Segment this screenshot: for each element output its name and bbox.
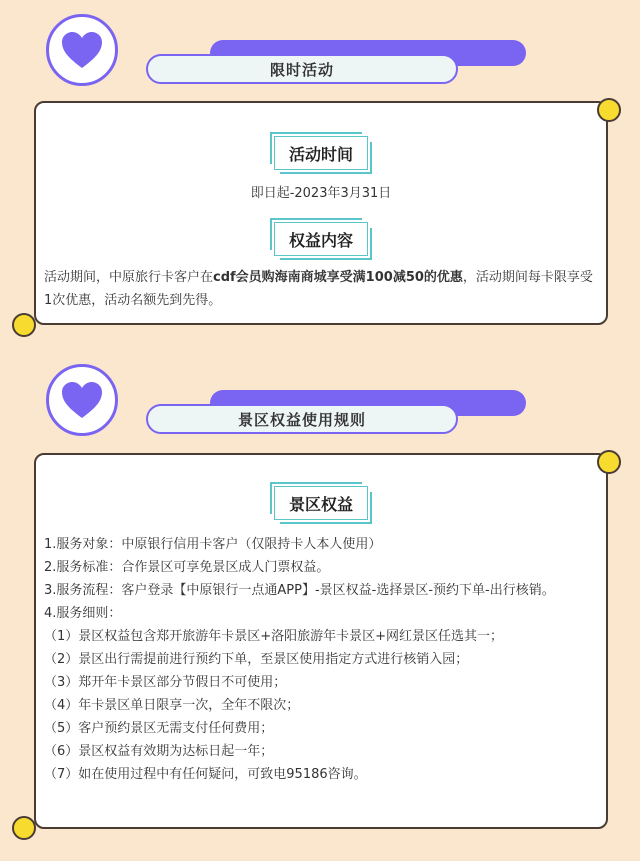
section1-title: 限时活动: [146, 54, 458, 84]
rule-line: （2）景区出行需提前进行预约下单，至景区使用指定方式进行核销入园；: [44, 652, 469, 667]
section2-dot-top-right: [597, 450, 621, 474]
section2-heart-badge: [46, 364, 118, 436]
rule-line: 2.服务标准：合作景区可享免景区成人门票权益。: [44, 560, 330, 575]
rule-line: （5）客户预约景区无需支付任何费用；: [44, 721, 274, 736]
section2-title: 景区权益使用规则: [146, 404, 458, 434]
benefit-content-text: [44, 266, 600, 312]
rule-line: （3）郑开年卡景区部分节假日不可使用；: [44, 675, 287, 690]
rule-line: （6）景区权益有效期为达标日起一年；: [44, 744, 274, 759]
benefit-content-label: 权益内容: [274, 222, 368, 256]
section2-dot-bottom-left: [12, 816, 36, 840]
rule-line: （4）年卡景区单日限享一次，全年不限次；: [44, 698, 300, 713]
section1-dot-top-right: [597, 98, 621, 122]
rule-line: 1.服务对象：中原银行信用卡客户（仅限持卡人本人使用）: [44, 537, 382, 552]
section1-dot-bottom-left: [12, 313, 36, 337]
benefit-text-bold: cdf会员购海南商城享受满100减50的优惠: [213, 270, 463, 285]
rule-line: （7）如在使用过程中有任何疑问，可致电95186咨询。: [44, 767, 367, 782]
benefit-text-post: ，活动期间每卡限享受1次优惠，活动名额先到先得。: [44, 270, 593, 308]
rules-list: [44, 533, 600, 786]
scenic-benefit-label: 景区权益: [274, 486, 368, 520]
rule-line: （1）景区权益包含郑开旅游年卡景区+洛阳旅游年卡景区+网红景区任选其一；: [44, 629, 504, 644]
rule-line: 3.服务流程：客户登录【中原银行一点通APP】-景区权益-选择景区-预约下单-出行核销。: [44, 583, 555, 598]
activity-time-value: 即日起-2023年3月31日: [250, 186, 392, 201]
section1-heart-badge: [46, 14, 118, 86]
activity-time-label: 活动时间: [274, 136, 368, 170]
benefit-text-pre: 活动期间，中原旅行卡客户在: [44, 270, 214, 285]
heart-icon: [60, 380, 104, 420]
heart-icon: [60, 30, 104, 70]
rule-line: 4.服务细则：: [44, 606, 122, 621]
